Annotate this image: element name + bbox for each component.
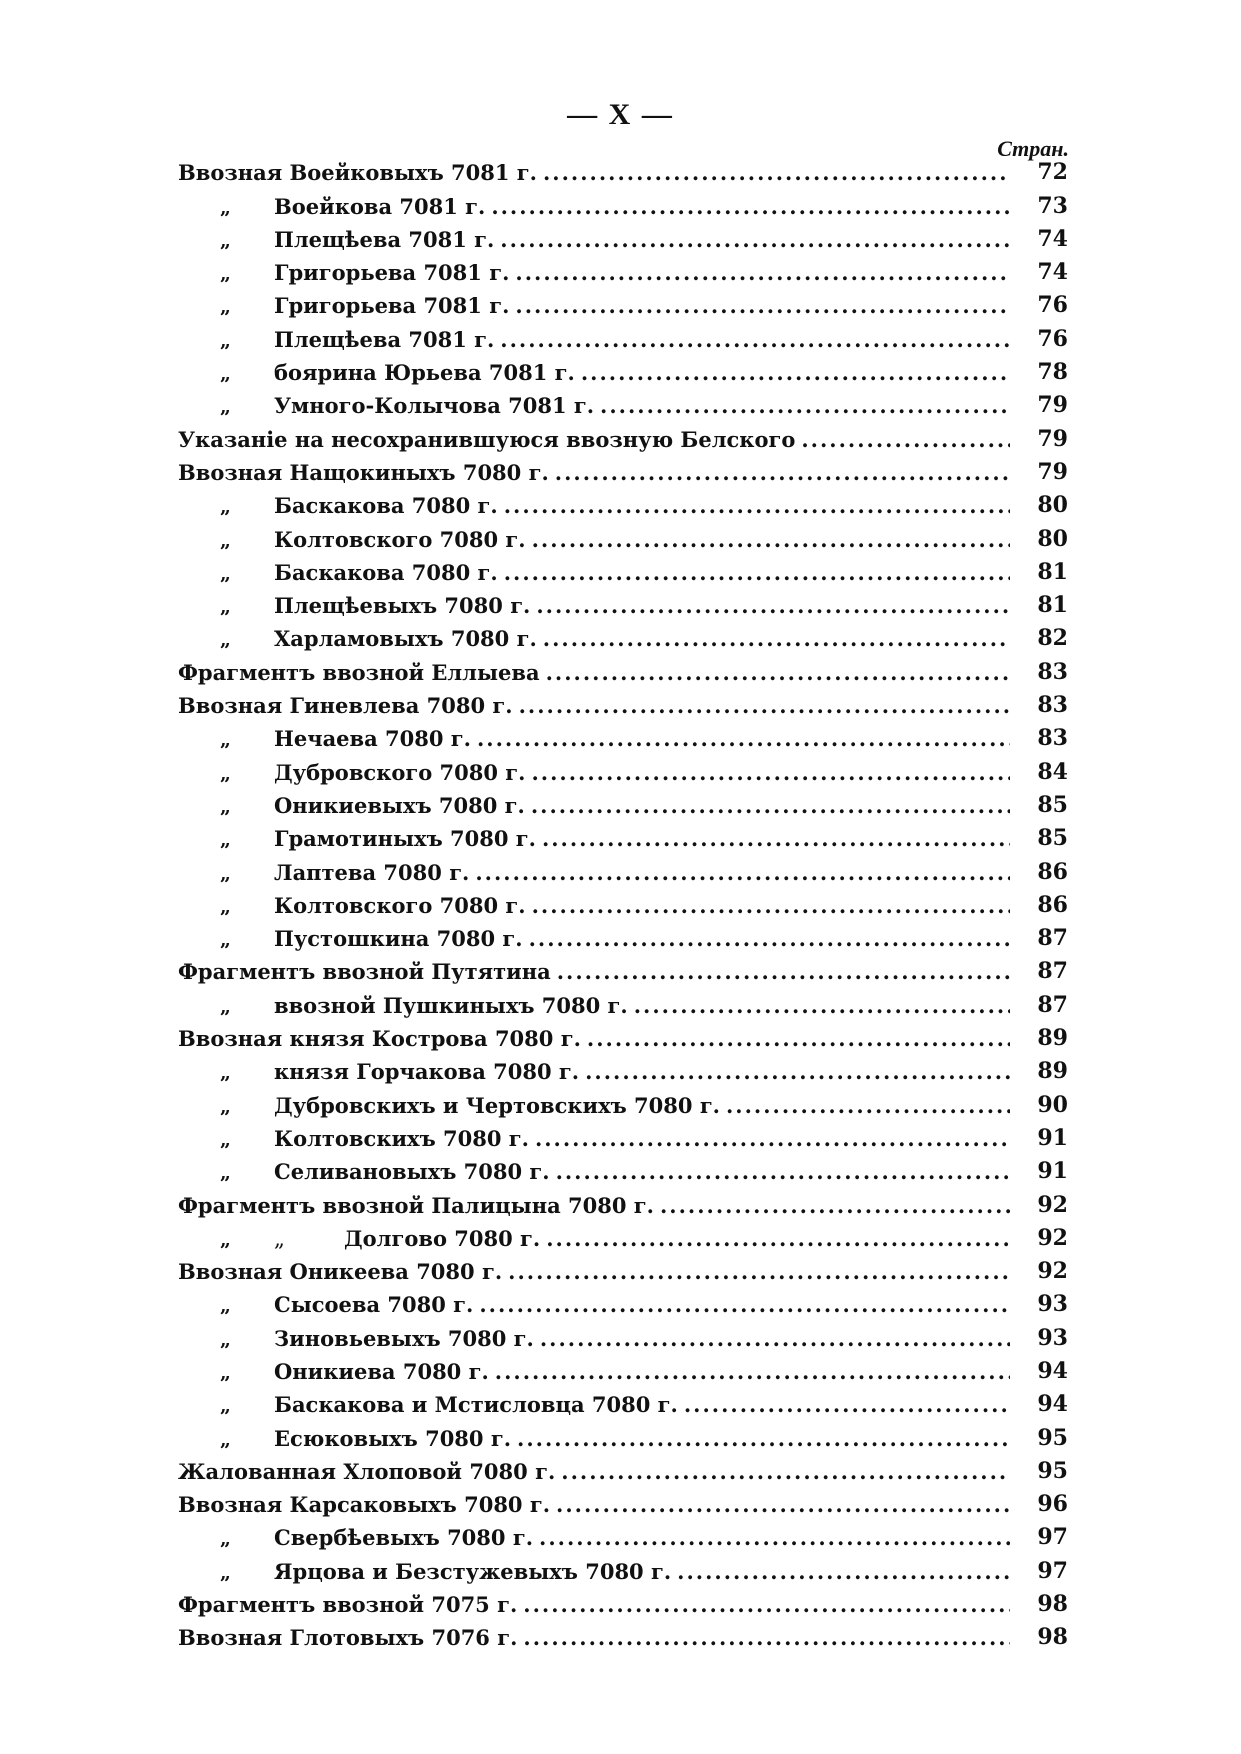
toc-entry-page: 92 [1037,1224,1068,1251]
dot-leader [532,893,1010,918]
toc-entry-title: ввозной Пушкиныхъ 7080 г. [274,992,628,1018]
ditto-mark: „ [220,795,231,818]
dot-leader [531,793,1010,818]
toc-entry-text [178,1059,1028,1084]
toc-entry-page: 90 [1037,1091,1068,1118]
toc-entry-page: 98 [1037,1624,1068,1651]
toc-entry-text [178,626,1028,651]
toc-entry [178,1118,1068,1151]
ditto-mark: „ [220,629,231,652]
ditto-mark: „ [220,1395,231,1418]
table-of-contents [178,152,1068,1650]
toc-entry-title: Сысоева 7080 г. [274,1292,474,1318]
dot-leader [543,160,1010,185]
dot-leader [561,1459,1010,1484]
ditto-mark: „ [220,1561,231,1584]
toc-entry-title: Зиновьевыхъ 7080 г. [274,1325,534,1351]
toc-entry-text [178,493,1028,518]
toc-entry [178,1384,1068,1417]
toc-entry-title: Ввозная Глотовыхъ 7076 г. [178,1625,518,1651]
toc-entry [178,1550,1068,1583]
toc-entry-text [178,260,1028,285]
dot-leader [517,1426,1010,1451]
toc-entry [178,1484,1068,1517]
toc-entry [178,219,1068,252]
toc-entry [178,1317,1068,1350]
toc-entry-page: 93 [1037,1324,1068,1351]
ditto-mark: „ [220,229,231,252]
toc-entry-page: 79 [1037,392,1068,419]
dot-leader [581,360,1010,385]
toc-entry-text [178,1559,1028,1584]
toc-entry-title: Баскакова и Мстисловца 7080 г. [274,1392,678,1418]
toc-entry-text [178,1592,1028,1617]
toc-entry-page: 81 [1037,558,1068,585]
toc-entry-page: 74 [1037,225,1068,252]
toc-entry [178,152,1068,185]
ditto-mark: „ [220,1162,231,1185]
toc-entry-text [178,1126,1028,1151]
toc-entry-title: Воейкова 7081 г. [274,193,486,219]
dot-leader [500,327,1010,352]
toc-entry-title: Пустошкина 7080 г. [274,926,523,952]
toc-entry [178,1617,1068,1650]
toc-entry-title: Селивановыхъ 7080 г. [274,1159,550,1185]
toc-entry-text [178,1426,1028,1451]
toc-entry-page: 85 [1037,791,1068,818]
toc-entry-title: Нечаева 7080 г. [274,726,471,752]
dot-leader [542,826,1010,851]
toc-entry-title: Колтовскихъ 7080 г. [274,1125,529,1151]
ditto-mark: „ [220,995,231,1018]
toc-entry-title: Грамотиныхъ 7080 г. [274,826,536,852]
toc-entry-page: 97 [1037,1524,1068,1551]
toc-entry-title: Фрагментъ ввозной 7075 г. [178,1592,518,1618]
toc-entry-text [178,726,1028,751]
dot-leader [546,1226,1010,1251]
toc-entry-page: 97 [1037,1557,1068,1584]
toc-entry-title: Дубровского 7080 г. [274,759,526,785]
toc-entry-page: 87 [1037,991,1068,1018]
toc-entry-title: Свербѣевыхъ 7080 г. [274,1525,534,1551]
toc-entry-text [178,1226,1028,1251]
toc-entry-title: Фрагментъ ввозной Палицына 7080 г. [178,1192,654,1218]
toc-entry-page: 94 [1037,1391,1068,1418]
ditto-mark: „ [220,829,231,852]
ditto-mark: „ [220,762,231,785]
dot-leader [557,959,1010,984]
toc-entry-text [178,1193,1028,1218]
page-number: — X — [567,98,674,131]
toc-entry-title: Ввозная Карсаковыхъ 7080 г. [178,1492,551,1518]
toc-entry-text [178,993,1028,1018]
dot-leader [546,660,1010,685]
toc-entry-page: 79 [1037,425,1068,452]
toc-entry-title: Умного-Колычова 7081 г. [274,393,595,419]
toc-entry-page: 86 [1037,858,1068,885]
toc-entry-page: 96 [1037,1491,1068,1518]
toc-entry [178,1351,1068,1384]
toc-entry-page: 83 [1037,725,1068,752]
toc-entry [178,518,1068,551]
ditto-mark: „ [220,1361,231,1384]
toc-entry [178,951,1068,984]
toc-entry-page: 83 [1037,658,1068,685]
toc-entry-title: князя Горчакова 7080 г. [274,1059,580,1085]
toc-entry-page: 76 [1037,325,1068,352]
toc-entry-title: Ввозная князя Кострова 7080 г. [178,1026,581,1052]
dot-leader [491,194,1010,219]
toc-entry-title: Плещѣева 7081 г. [274,226,495,252]
toc-entry-text [178,1525,1028,1550]
ditto-mark: „ [220,929,231,952]
dot-leader [684,1392,1010,1417]
toc-entry [178,318,1068,351]
toc-entry [178,585,1068,618]
toc-entry [178,984,1068,1017]
dot-leader [801,427,1010,452]
dot-leader [508,1259,1010,1284]
toc-entry-title: Ввозная Оникеева 7080 г. [178,1259,503,1285]
toc-entry-title: Григорьева 7081 г. [274,260,510,286]
dot-leader [532,527,1010,552]
toc-entry-text [178,1259,1028,1284]
dot-leader [523,1625,1010,1650]
ditto-mark: „ [220,1128,231,1151]
toc-entry-page: 72 [1037,159,1068,186]
toc-entry [178,751,1068,784]
toc-entry-page: 87 [1037,958,1068,985]
ditto-mark: „ [220,296,231,319]
toc-entry [178,851,1068,884]
toc-entry-text [178,1359,1028,1384]
ditto-mark: „ [220,596,231,619]
toc-entry-text [178,1159,1028,1184]
toc-entry-text [178,293,1028,318]
toc-entry-text [178,393,1028,418]
dot-leader [529,926,1010,951]
toc-entry-title: Харламовыхъ 7080 г. [274,626,537,652]
toc-entry [178,1151,1068,1184]
ditto-mark: „ [220,363,231,386]
toc-entry [178,252,1068,285]
toc-entry-page: 80 [1037,492,1068,519]
toc-entry [178,718,1068,751]
toc-entry-text [178,693,1028,718]
toc-entry-text [178,893,1028,918]
toc-entry-title: боярина Юрьева 7081 г. [274,360,575,386]
dot-leader [477,726,1010,751]
toc-entry-title: Ярцова и Безстужевыхъ 7080 г. [274,1558,672,1584]
toc-entry [178,885,1068,918]
dot-leader [504,493,1010,518]
toc-entry [178,785,1068,818]
toc-entry [178,452,1068,485]
ditto-mark: „ [220,329,231,352]
toc-entry-page: 81 [1037,592,1068,619]
toc-entry-text [178,360,1028,385]
toc-entry [178,552,1068,585]
dot-leader [556,1492,1010,1517]
dot-leader [532,760,1011,785]
toc-entry-page: 95 [1037,1457,1068,1484]
dot-leader [475,860,1010,885]
toc-entry-page: 86 [1037,891,1068,918]
toc-entry-title: Долгово 7080 г. [344,1225,541,1251]
ditto-mark: „ [220,1295,231,1318]
toc-entry-text [178,1459,1028,1484]
dot-leader [504,560,1010,585]
toc-entry [178,1251,1068,1284]
toc-entry-title: Ввозная Нащокиныхъ 7080 г. [178,459,549,485]
toc-entry-text [178,860,1028,885]
toc-entry-title: Ввозная Гиневлева 7080 г. [178,693,513,719]
toc-entry [178,818,1068,851]
ditto-mark: „ [220,562,231,585]
toc-entry-text [178,160,1028,185]
toc-entry-text [178,1292,1028,1317]
toc-entry-title: Оникиевыхъ 7080 г. [274,792,525,818]
ditto-mark: „ [220,496,231,519]
dot-leader [479,1292,1010,1317]
dot-leader [515,293,1010,318]
dot-leader [523,1592,1010,1617]
toc-entry-page: 91 [1037,1124,1068,1151]
ditto-mark: „ [220,1228,231,1251]
toc-entry-title: Баскакова 7080 г. [274,493,498,519]
toc-entry-title: Плещѣева 7081 г. [274,326,495,352]
toc-entry-text [178,460,1028,485]
toc-entry-title: Колтовского 7080 г. [274,526,526,552]
toc-entry-text [178,227,1028,252]
toc-entry-page: 73 [1037,192,1068,219]
dot-leader [585,1059,1010,1084]
toc-entry-title: Дубровскихъ и Чертовскихъ 7080 г. [274,1092,720,1118]
toc-entry [178,1517,1068,1550]
ditto-mark: „ [220,529,231,552]
toc-entry-text [178,194,1028,219]
dot-leader [540,1326,1010,1351]
toc-entry [178,1084,1068,1117]
dot-leader [539,1525,1010,1550]
toc-entry [178,285,1068,318]
toc-entry [178,352,1068,385]
toc-entry-title: Плещѣевыхъ 7080 г. [274,593,531,619]
toc-entry-text [178,959,1028,984]
ditto-mark: „ [220,196,231,219]
toc-entry-text [178,1093,1028,1118]
toc-entry [178,1051,1068,1084]
dot-leader [519,693,1010,718]
toc-entry [178,1218,1068,1251]
toc-entry-page: 78 [1037,359,1068,386]
toc-entry-page: 91 [1037,1158,1068,1185]
dot-leader [660,1193,1010,1218]
toc-entry-text [178,793,1028,818]
toc-entry-text [178,660,1028,685]
toc-entry-page: 74 [1037,259,1068,286]
ditto-mark: „ [220,1062,231,1085]
dot-leader [495,1359,1010,1384]
dot-leader [556,1159,1010,1184]
toc-entry-page: 76 [1037,292,1068,319]
toc-entry [178,685,1068,718]
toc-entry [178,485,1068,518]
toc-entry-text [178,427,1028,452]
toc-entry-page: 82 [1037,625,1068,652]
toc-entry-title: Жалованная Хлоповой 7080 г. [178,1458,556,1484]
ditto-mark: „ [220,729,231,752]
dot-leader [677,1559,1010,1584]
toc-entry-page: 98 [1037,1591,1068,1618]
dot-leader [535,1126,1010,1151]
toc-entry-title: Фрагментъ ввозной Еллыева [178,659,540,685]
toc-entry-title: Оникиева 7080 г. [274,1358,489,1384]
dot-leader [536,593,1010,618]
toc-entry-page: 87 [1037,925,1068,952]
toc-entry-page: 84 [1037,758,1068,785]
toc-entry-text [178,593,1028,618]
toc-entry-title: Ввозная Воейковыхъ 7081 г. [178,160,537,186]
toc-entry-page: 95 [1037,1424,1068,1451]
toc-entry-text [178,527,1028,552]
toc-entry [178,651,1068,684]
ditto-mark: „ [220,1328,231,1351]
toc-entry-page: 85 [1037,825,1068,852]
toc-entry-title: Колтовского 7080 г. [274,892,526,918]
toc-entry [178,1284,1068,1317]
toc-entry-title: Фрагментъ ввозной Путятина [178,959,551,985]
toc-entry-page: 80 [1037,525,1068,552]
dot-leader [555,460,1010,485]
toc-entry [178,385,1068,418]
toc-entry [178,418,1068,451]
toc-entry [178,1184,1068,1217]
toc-entry-page: 89 [1037,1058,1068,1085]
ditto-mark: „ [220,1528,231,1551]
ditto-mark: „ [220,1428,231,1451]
toc-entry-text [178,560,1028,585]
toc-entry-title: Указаніе на несохранившуюся ввозную Белского [178,426,796,452]
ditto-mark: „ [220,263,231,286]
toc-entry-title: Григорьева 7081 г. [274,293,510,319]
toc-entry-title: Есюковыхъ 7080 г. [274,1425,512,1451]
ditto-mark: „ [220,895,231,918]
dot-leader [500,227,1010,252]
toc-entry-text [178,826,1028,851]
dot-leader [587,1026,1010,1051]
toc-entry-page: 83 [1037,692,1068,719]
toc-entry-text [178,1326,1028,1351]
toc-entry-text [178,1625,1028,1650]
toc-entry-text [178,926,1028,951]
toc-entry-title: Баскакова 7080 г. [274,559,498,585]
ditto-mark-secondary: „ [274,1226,285,1251]
toc-entry-text [178,1026,1028,1051]
dot-leader [515,260,1010,285]
toc-entry [178,185,1068,218]
page-column-label: Стран. [997,136,1069,161]
toc-entry-page: 79 [1037,458,1068,485]
toc-entry [178,618,1068,651]
toc-entry-page: 94 [1037,1357,1068,1384]
ditto-mark: „ [220,1095,231,1118]
toc-entry [178,1451,1068,1484]
ditto-mark: „ [220,862,231,885]
toc-entry-page: 92 [1037,1258,1068,1285]
toc-entry-text [178,327,1028,352]
dot-leader [600,393,1010,418]
toc-entry-page: 92 [1037,1191,1068,1218]
toc-entry [178,1584,1068,1617]
dot-leader [726,1093,1010,1118]
dot-leader [543,626,1010,651]
dot-leader [634,993,1010,1018]
toc-entry [178,1417,1068,1450]
toc-entry-page: 93 [1037,1291,1068,1318]
toc-entry-text [178,1492,1028,1517]
toc-entry [178,918,1068,951]
toc-entry-page: 89 [1037,1025,1068,1052]
toc-entry [178,1018,1068,1051]
ditto-mark: „ [220,396,231,419]
toc-entry-text [178,1392,1028,1417]
toc-entry-title: Лаптева 7080 г. [274,859,470,885]
toc-entry-text [178,760,1028,785]
